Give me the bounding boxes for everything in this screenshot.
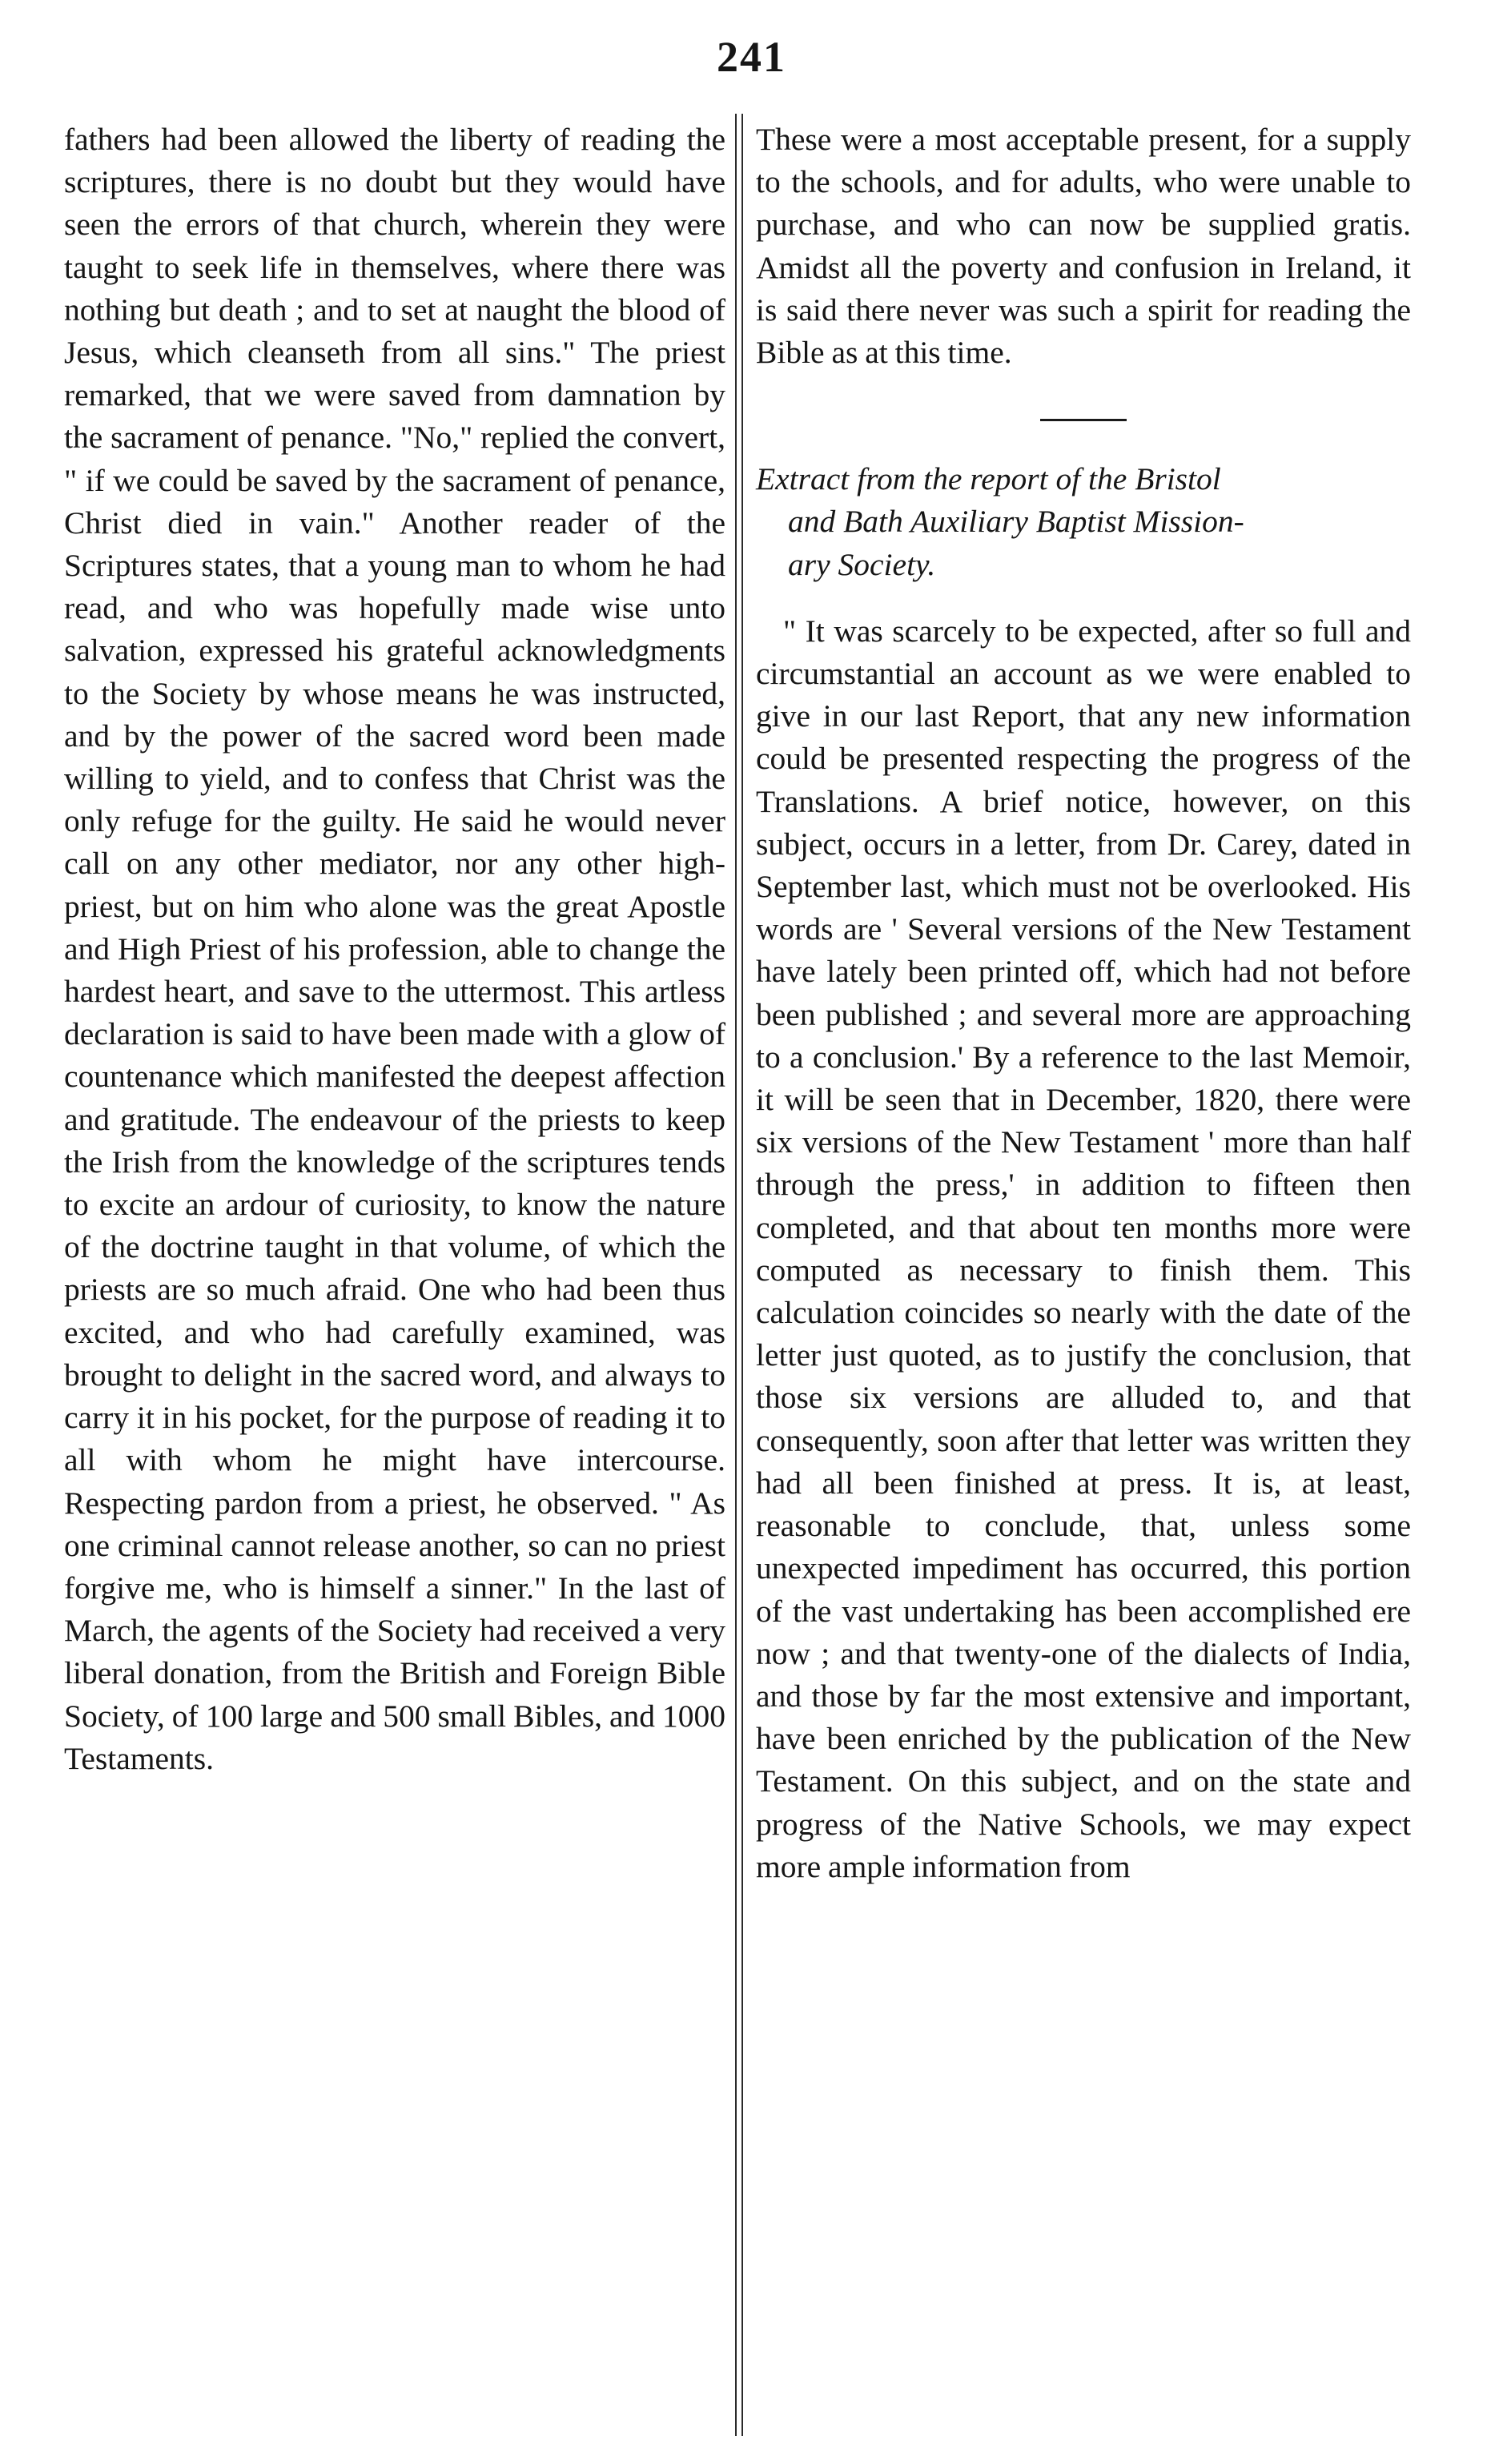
extract-heading-line-3: ary Society. (788, 546, 936, 582)
left-column (64, 119, 725, 1780)
extract-heading-line-1: Extract from the report of the Bristol (756, 461, 1221, 497)
page-number: 241 (717, 33, 786, 81)
right-column (756, 119, 1411, 1888)
right-column-paragraph-2: " It was scarcely to be expected, after so full and circumstantial an account as we were enabled to give in our last Report, that any new information could be presented respecting the progress of the Translations. A brief notice, however, on this subject, occurs in a letter, from Dr. Carey, dated in September last, which must not be overlooked. His words are ' Several versions of the New Testament have lately been printed off, which had not before been published ; and several more are approaching to a conclusion.' By a reference to the last Memoir, it will be seen that in December, 1820, there were six versions of the New Testament ' more than half through the press,' in addition to fifteen then completed, and that about ten months more were computed as necessary to finish them. This calculation coincides so nearly with the date of the letter just quoted, as to justify the conclusion, that those six versions are alluded to, and that consequently, soon after that letter was written they had all been finished at press. It is, at least, reasonable to conclude, that, unless some unexpected impediment has occurred, this portion of the vast undertaking has been accomplished ere now ; and that twenty-one of the dialects of India, and those by far the most extensive and important, have been enriched by the publication of the New Testament. On this subject, and on the state and progress of the Native Schools, we may expect more ample information from (756, 613, 1411, 1884)
right-column-paragraph-1: These were a most acceptable present, for a supply to the schools, and for adults, who were unable to purchase, and who can now be supplied gratis. Amidst all the poverty and confusion in Ireland, it is said there never was such a spirit for reading the Bible as at this time. (756, 122, 1411, 371)
extract-heading (756, 458, 1411, 586)
column-divider-right-rule (741, 114, 743, 2436)
extract-heading-line-2: and Bath Auxiliary Baptist Mission- (788, 504, 1244, 540)
column-divider-left-rule (735, 114, 737, 2436)
section-separator-rule (1040, 419, 1127, 421)
left-column-text: fathers had been allowed the liberty of reading the scriptures, there is no doubt but they would have seen the errors of that church, wherein they were taught to seek life in themselves, where there was nothing but death ; and to set at naught the blood of Jesus, which cleanseth from all sins." The priest remarked, that we were saved from damnation by the sacrament of penance. "No," replied the convert, " if we could be saved by the sacrament of penance, Christ died in vain." Another reader of the Scriptures states, that a young man to whom he had read, and who was hopefully made wise unto salvation, expressed his grateful acknowledgments to the Society by whose means he was instructed, and by the power of the sacred word been made willing to yield, and to confess that Christ was the only refuge for the guilty. He said he would never call on any other mediator, nor any other high-priest, but on him who alone was the great Apostle and High Priest of his profession, able to change the hardest heart, and save to the uttermost. This artless declaration is said to have been made with a glow of countenance which manifested the deepest affection and gratitude. The endeavour of the priests to keep the Irish from the knowledge of the scriptures tends to excite an ardour of curiosity, to know the nature of the doctrine taught in that volume, of which the priests are so much afraid. One who had been thus excited, and who had carefully examined, was brought to delight in the sacred word, and always to carry it in his pocket, for the purpose of reading it to all with whom he might have intercourse. Respecting pardon from a priest, he observed. " As one criminal cannot release another, so can no priest forgive me, who is himself a sinner." In the last of March, the agents of the Society had received a very liberal donation, from the British and Foreign Bible Society, of 100 large and 500 small Bibles, and 1000 Testaments. (64, 122, 725, 1776)
